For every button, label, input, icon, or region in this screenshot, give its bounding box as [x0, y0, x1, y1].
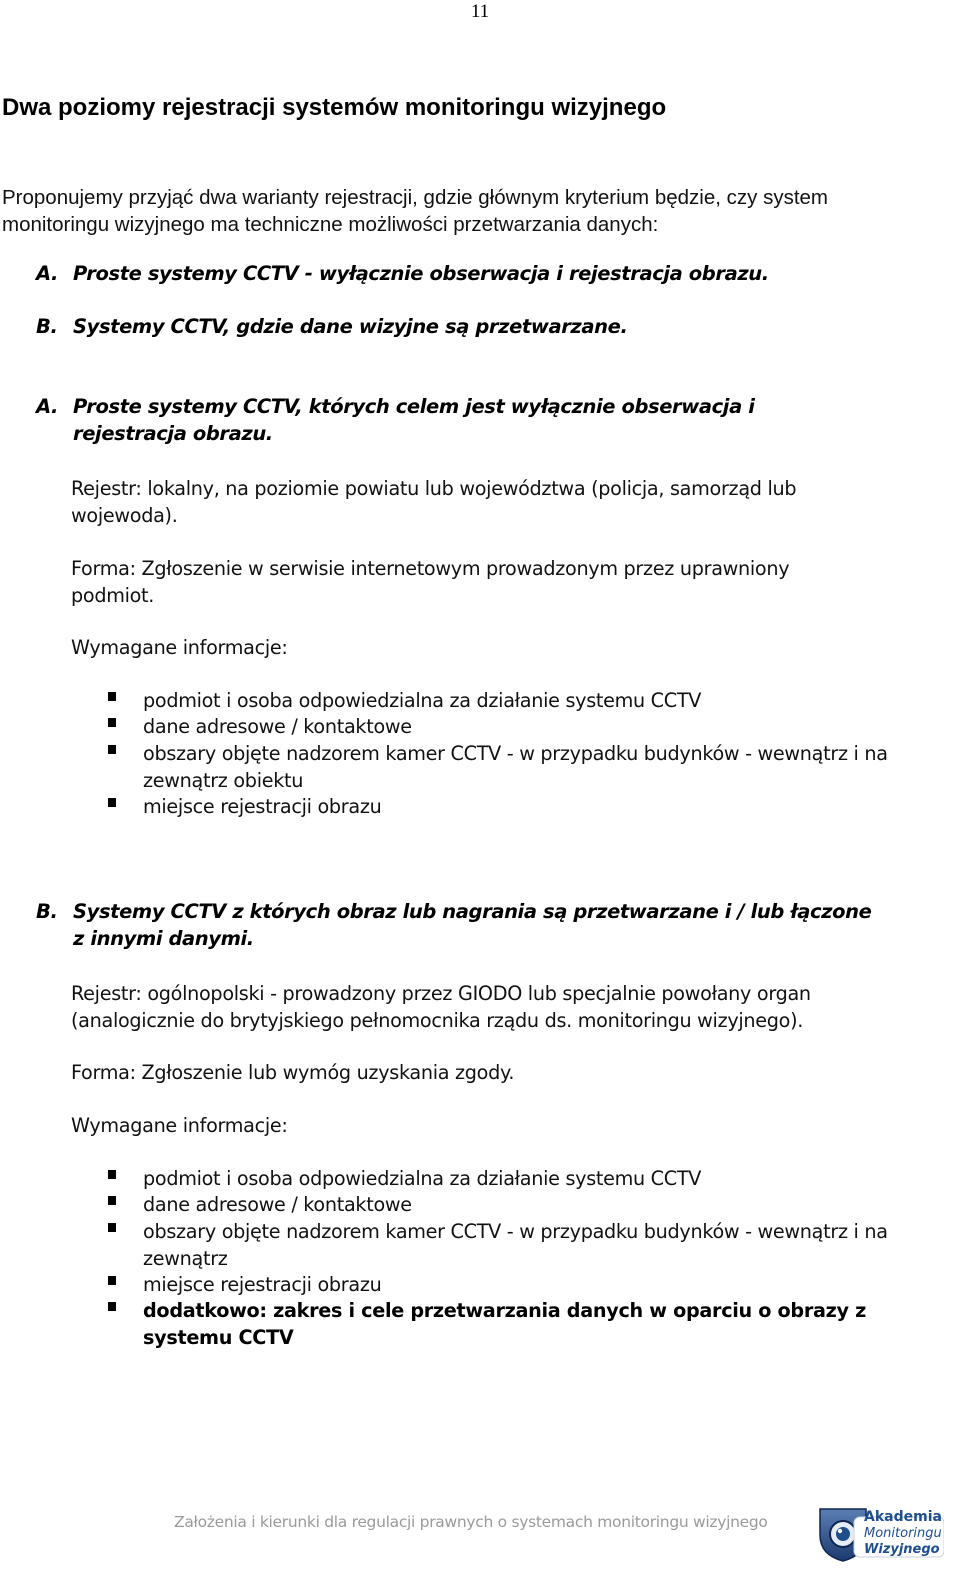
section-b-item: obszary objęte nadzorem kamer CCTV - w przypadku budynków - wewnątrz i na zewnątrz — [143, 1220, 888, 1270]
section-b-form: Forma: Zgłoszenie lub wymóg uzyskania zgody. — [71, 1061, 515, 1084]
intro-paragraph: Proponujemy przyjąć dwa warianty rejestracji, gdzie głównym kryterium będzie, czy system monitoringu wizyjnego ma techniczne możliwości przetwarzania danych: — [2, 186, 828, 236]
academy-logo — [816, 1505, 944, 1563]
section-b-heading-line2: z innymi danymi. — [73, 927, 254, 950]
bullet-icon — [108, 798, 116, 807]
logo-line1: Akademia — [864, 1509, 942, 1525]
section-b-item-extra: dodatkowo: zakres i cele przetwarzania danych w oparciu o obrazy z systemu CCTV — [143, 1299, 866, 1349]
section-a-item: dane adresowe / kontaktowe — [143, 715, 412, 738]
bullet-icon — [108, 1302, 116, 1311]
section-b-required-label: Wymagane informacje: — [71, 1114, 288, 1137]
bullet-icon — [108, 1170, 116, 1179]
bullet-icon — [108, 1196, 116, 1205]
bullet-icon — [108, 692, 116, 701]
section-a-required-label: Wymagane informacje: — [71, 636, 288, 659]
section-b-item: dane adresowe / kontaktowe — [143, 1193, 412, 1216]
bullet-icon — [108, 1276, 116, 1285]
section-a-item: miejsce rejestracji obrazu — [143, 795, 382, 818]
logo-line2: Monitoringu — [864, 1526, 942, 1541]
section-a-heading-line2: rejestracja obrazu. — [73, 422, 273, 445]
section-a-form: Forma: Zgłoszenie w serwisie internetowym prowadzonym przez uprawniony podmiot. — [71, 557, 790, 607]
variant-a-text: Proste systemy CCTV - wyłącznie obserwacja i rejestracja obrazu. — [73, 262, 769, 285]
section-a-item: podmiot i osoba odpowiedzialna za działanie systemu CCTV — [143, 689, 702, 712]
section-a-letter: A. — [36, 395, 59, 418]
section-b-heading-line1: Systemy CCTV z których obraz lub nagrania są przetwarzane i / lub łączone — [73, 900, 872, 923]
section-b-item: miejsce rejestracji obrazu — [143, 1273, 382, 1296]
bullet-icon — [108, 745, 116, 754]
bullet-icon — [108, 1223, 116, 1232]
section-b-letter: B. — [36, 900, 58, 923]
bullet-icon — [108, 718, 116, 727]
section-a-register: Rejestr: lokalny, na poziomie powiatu lub województwa (policja, samorząd lub wojewoda). — [71, 477, 797, 527]
variant-b-letter: B. — [36, 315, 58, 338]
page-footer: Założenia i kierunki dla regulacji prawnych o systemach monitoringu wizyjnego — [174, 1513, 768, 1531]
section-b-register: Rejestr: ogólnopolski - prowadzony przez GIODO lub specjalnie powołany organ (analogicznie do brytyjskiego pełnomocnika rządu ds. monitoringu wizyjnego). — [71, 982, 811, 1032]
page-title: Dwa poziomy rejestracji systemów monitoringu wizyjnego — [2, 94, 667, 121]
variant-b-text: Systemy CCTV, gdzie dane wizyjne są przetwarzane. — [73, 315, 628, 338]
section-a-heading-line1: Proste systemy CCTV, których celem jest wyłącznie obserwacja i — [73, 395, 755, 418]
section-a-item: obszary objęte nadzorem kamer CCTV - w przypadku budynków - wewnątrz i na zewnątrz obiektu — [143, 742, 888, 792]
page-number: 11 — [470, 1, 490, 22]
section-b-item: podmiot i osoba odpowiedzialna za działanie systemu CCTV — [143, 1167, 702, 1190]
variant-a-letter: A. — [36, 262, 59, 285]
logo-line3: Wizyjnego — [864, 1542, 940, 1557]
